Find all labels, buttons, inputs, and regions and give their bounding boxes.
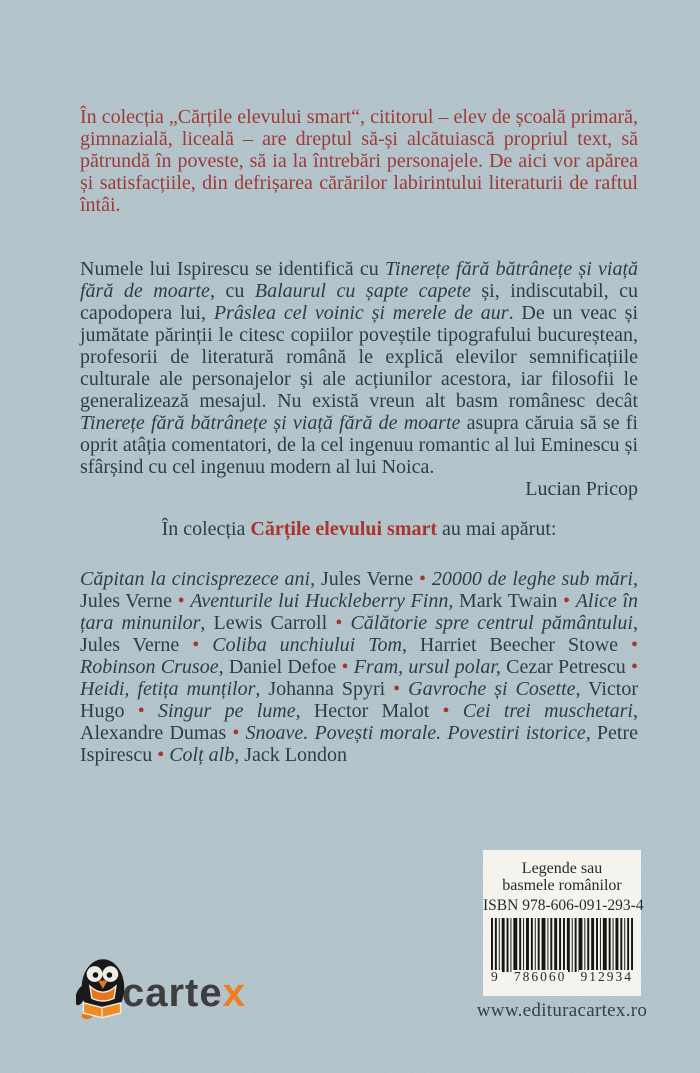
cover-text-block: [80, 106, 638, 766]
book-list: Căpitan la cincisprezece ani, Jules Verne • 20000 de leghe sub mări, Jules Verne • Aventurile lui Huckleberry Finn, Mark Twain • Alice în țara minunilor, Lewis Carroll • Călătorie spre centrul pământului, Jules Verne • Coliba unchiului Tom, Harriet Beecher Stowe • Robinson Crusoe, Daniel Defoe • Fram, ursul polar, Cezar Petrescu • Heidi, fetița munților, Johanna Spyri • Gavroche și Cosette, Victor Hugo • Singur pe lume, Hector Malot • Cei trei muschetari, Alexandre Dumas • Snoave. Povești morale. Povestiri istorice, Petre Ispirescu • Colț alb, Jack London: [80, 568, 639, 766]
barcode-digit-group: 9: [491, 969, 500, 984]
penguin-mascot-icon: [76, 956, 128, 1020]
publisher-wordmark: [122, 973, 246, 1013]
barcode-digit-group: 912934: [580, 969, 633, 984]
isbn-text: ISBN 978-606-091-293-4: [483, 897, 644, 914]
wordmark-accent: x: [222, 971, 246, 1015]
barcode-book-title-line2: basmele românilor: [502, 876, 622, 894]
barcode-book-title-line1: Legende sau: [521, 860, 603, 877]
reviewer-name: Lucian Pricop: [525, 478, 638, 500]
barcode-panel: [483, 850, 644, 996]
collection-heading: În colecția Cărțile elevului smart au mai apărut:: [161, 518, 557, 540]
publisher-logo: [76, 956, 246, 1020]
wordmark-text: carte: [122, 971, 223, 1015]
intro-paragraph: În colecția „Cărțile elevului smart“, cititorul – elev de școală primară, gimnazială, liceală – are dreptul să-și alcătuiască propriul text, să pătrundă în poveste, să ia la întrebări personajele. De aici vor apărea și satisfacțiile, din defrișarea cărărilor labirintului literaturii de raftul întâi.: [80, 106, 638, 216]
barcode-digit-group: 786060: [513, 969, 567, 984]
publisher-website: www.edituracartex.ro: [476, 1000, 648, 1021]
barcode-digits: [489, 970, 635, 984]
review-paragraph: Numele lui Ispirescu se identifică cu Tinerețe fără bătrânețe și viață fără de moarte, cu Balaurul cu șapte capete și, indiscutabil, cu capodopera lui, Prâslea cel voinic și merele de aur. De un veac și jumătate părinții le citesc copiilor poveștile tipografului bucureștean, profesorii de literatură română le explică elevilor semnificațiile culturale ale personajelor și ale acțiunilor acestora, iar filosofii le generalizează mesajul. Nu există vreun alt basm românesc decât Tinerețe fără bătrânețe și viață fără de moarte asupra căruia să se fi oprit atâția comentatori, de la cel ingenuu romantic al lui Eminescu și sfârșind cu cel ingenuu modern al lui Noica.: [80, 258, 638, 478]
